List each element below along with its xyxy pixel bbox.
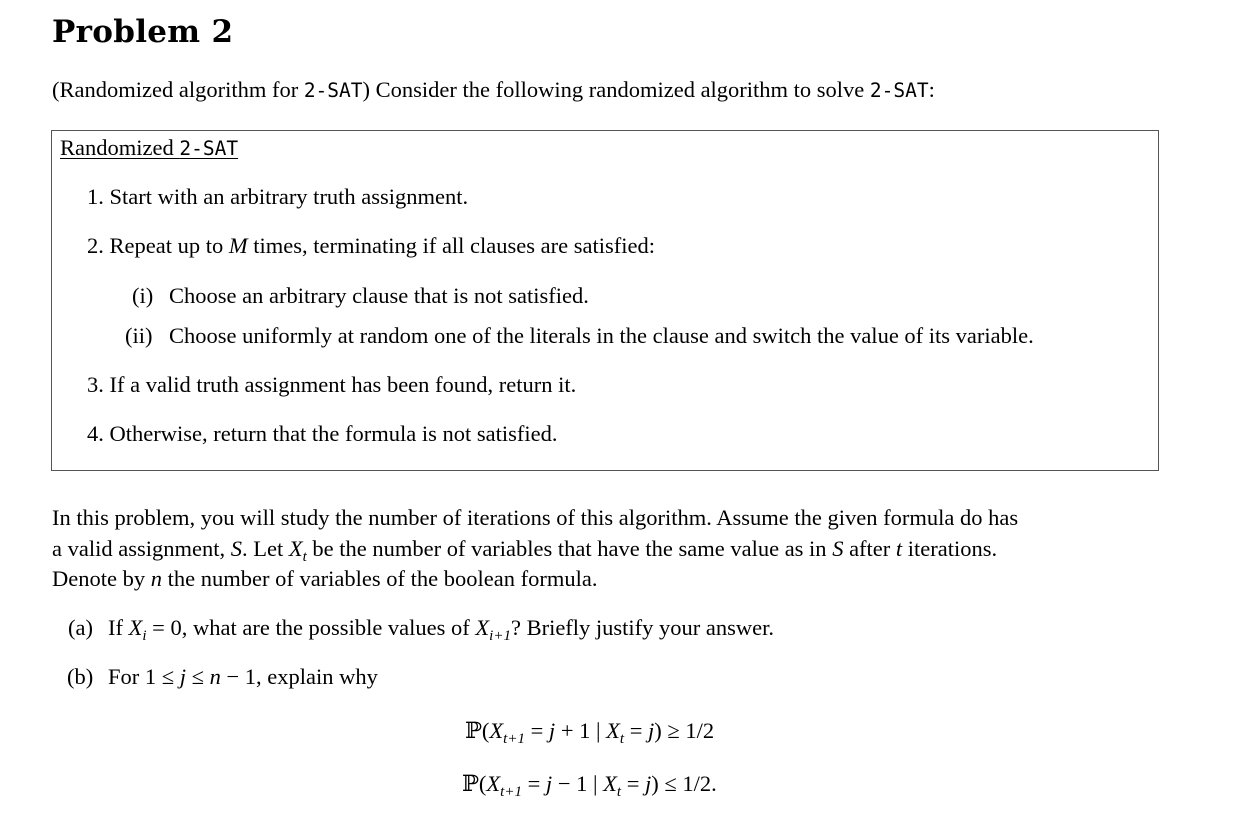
text: the number of variables of the boolean formula. bbox=[161, 566, 598, 591]
var-x: X bbox=[606, 718, 620, 743]
algorithm-step-2 bbox=[87, 233, 655, 259]
step-var-m: M bbox=[228, 233, 248, 258]
step-text: Otherwise, return that the formula is not satisfied. bbox=[109, 421, 558, 446]
step-number: 4. bbox=[87, 421, 104, 446]
intro-code-1: 2-SAT bbox=[303, 79, 363, 102]
text: . Let bbox=[241, 536, 289, 561]
var-n: n bbox=[209, 664, 221, 689]
substep-text: Choose uniformly at random one of the literals in the clause and switch the value of its variable. bbox=[169, 323, 1034, 348]
algorithm-step-1 bbox=[87, 184, 468, 210]
step-text: Start with an arbitrary truth assignment. bbox=[109, 184, 469, 209]
subscript: t bbox=[619, 731, 625, 747]
equation-2 bbox=[462, 771, 717, 801]
var-x: X bbox=[489, 718, 504, 743]
step-number: 3. bbox=[87, 372, 104, 397]
text: + 1 | bbox=[555, 718, 607, 743]
question-b-label: (b) bbox=[67, 664, 94, 689]
intro-suffix: : bbox=[928, 77, 935, 102]
text: − 1, explain why bbox=[220, 664, 378, 689]
text: = bbox=[624, 718, 649, 743]
subscript: t+1 bbox=[503, 731, 525, 747]
var-j: j bbox=[645, 771, 652, 796]
subscript: t+1 bbox=[500, 784, 522, 800]
step-text-after: times, terminating if all clauses are satisfied: bbox=[247, 233, 655, 258]
subscript-i-plus-1: i+1 bbox=[489, 628, 511, 644]
var-n: n bbox=[150, 566, 162, 591]
subscript-t: t bbox=[302, 549, 307, 565]
text: ? Briefly justify your answer. bbox=[510, 615, 775, 640]
var-s: S bbox=[832, 536, 844, 561]
intro-middle: ) Consider the following randomized algorithm to solve bbox=[362, 77, 870, 102]
var-j: j bbox=[179, 664, 186, 689]
text: ≤ bbox=[186, 664, 210, 689]
question-a-label: (a) bbox=[68, 615, 93, 640]
var-x: X bbox=[486, 771, 501, 796]
paragraph-line-2 bbox=[52, 536, 997, 566]
subscript: t bbox=[616, 784, 622, 800]
substep-number: (ii) bbox=[125, 323, 153, 348]
text: = 0, what are the possible values of bbox=[146, 615, 476, 640]
paragraph-line-1: In this problem, you will study the number of iterations of this algorithm. Assume the given formula do has bbox=[52, 505, 1019, 530]
algorithm-heading-code: 2-SAT bbox=[179, 137, 239, 160]
text: ) ≥ 1/2 bbox=[654, 718, 715, 743]
text: iterations. bbox=[902, 536, 998, 561]
subscript-i: i bbox=[142, 628, 147, 644]
step-number: 1. bbox=[87, 184, 104, 209]
text: Denote by bbox=[52, 566, 151, 591]
paragraph-line-3 bbox=[52, 566, 597, 592]
text: after bbox=[843, 536, 896, 561]
text: = bbox=[524, 718, 549, 743]
substep-number: (i) bbox=[132, 283, 154, 308]
substep-text: Choose an arbitrary clause that is not satisfied. bbox=[169, 283, 589, 308]
var-x: X bbox=[288, 536, 303, 561]
text: For 1 ≤ bbox=[108, 664, 180, 689]
prob-symbol: ℙ( bbox=[465, 718, 490, 743]
intro-code-2: 2-SAT bbox=[869, 79, 929, 102]
algorithm-substep-ii-text bbox=[169, 323, 1034, 349]
var-j: j bbox=[545, 771, 553, 796]
algorithm-substep-ii bbox=[125, 323, 153, 349]
var-x: X bbox=[475, 615, 490, 640]
algorithm-step-3 bbox=[87, 372, 576, 398]
question-b-text bbox=[108, 664, 378, 690]
var-x: X bbox=[603, 771, 617, 796]
equation-1 bbox=[465, 718, 714, 748]
var-s: S bbox=[230, 536, 242, 561]
algorithm-heading bbox=[60, 135, 238, 161]
text: = bbox=[521, 771, 546, 796]
text: If bbox=[108, 615, 129, 640]
text: ) ≤ 1/2. bbox=[651, 771, 717, 796]
text: − 1 | bbox=[552, 771, 604, 796]
intro-prefix: (Randomized algorithm for bbox=[52, 77, 304, 102]
text: a valid assignment, bbox=[52, 536, 231, 561]
prob-symbol: ℙ( bbox=[462, 771, 487, 796]
algorithm-substep-i bbox=[132, 283, 153, 309]
step-number: 2. bbox=[87, 233, 104, 258]
text: be the number of variables that have the same value as in bbox=[306, 536, 833, 561]
var-j: j bbox=[548, 718, 556, 743]
algorithm-step-4 bbox=[87, 421, 558, 447]
algorithm-substep-i-text bbox=[169, 283, 589, 309]
var-x: X bbox=[128, 615, 143, 640]
step-text-before: Repeat up to bbox=[109, 233, 229, 258]
page-title: Problem 2 bbox=[52, 14, 234, 50]
step-text: If a valid truth assignment has been found, return it. bbox=[109, 372, 577, 397]
intro-line bbox=[52, 77, 935, 103]
algorithm-heading-text: Randomized bbox=[60, 135, 180, 160]
text: = bbox=[621, 771, 646, 796]
var-t: t bbox=[895, 536, 903, 561]
question-a-text bbox=[108, 615, 774, 645]
var-j: j bbox=[648, 718, 655, 743]
